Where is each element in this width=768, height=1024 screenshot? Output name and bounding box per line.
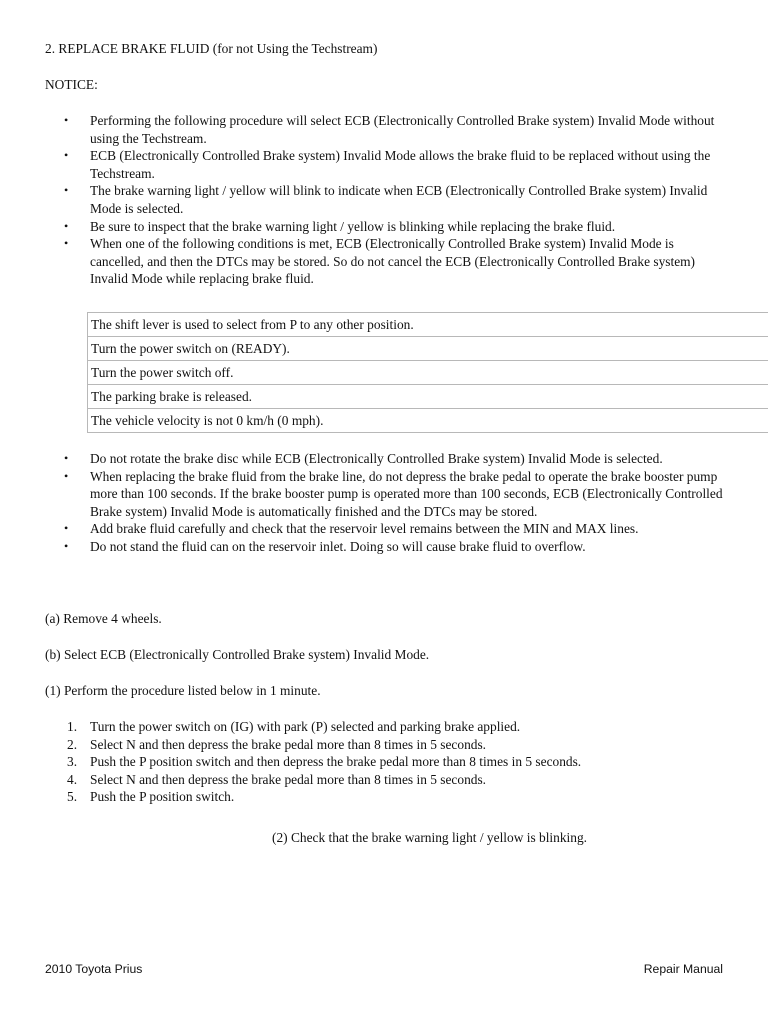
procedure-number: 3.	[67, 754, 78, 770]
procedure-text: Select N and then depress the brake pedal more than 8 times in 5 seconds.	[90, 771, 487, 787]
notice-bullet: • When one of the following conditions is met, ECB (Electronically Controlled Brake system) Invalid Mode is cancelled, and then the DTCs may be stored. So do not cancel the ECB (Electronically Controlled Brake system) Invalid Mode while replacing brake fluid.	[45, 235, 725, 288]
caution-bullet: • When replacing the brake fluid from the brake line, do not depress the brake pedal to operate the brake booster pump more than 100 seconds. If the brake booster pump is operated more than 100 seconds, ECB (Electronically Controlled Brake system) Invalid Mode is automatically finished and the DTCs may be stored.	[45, 468, 725, 521]
step-2: (2) Check that the brake warning light / yellow is blinking.	[272, 830, 587, 845]
step-b: (b) Select ECB (Electronically Controlled Brake system) Invalid Mode.	[45, 647, 430, 662]
footer-vehicle: 2010 Toyota Prius	[45, 962, 143, 976]
table-row	[88, 313, 768, 337]
procedure-item	[45, 788, 725, 806]
procedure-text: Turn the power switch on (IG) with park (P) selected and parking brake applied.	[90, 719, 521, 734]
procedure-number: 4.	[67, 771, 78, 787]
footer-doc-type: Repair Manual	[643, 962, 723, 976]
condition-cell: Turn the power switch on (READY).	[88, 337, 768, 361]
procedure-text: Push the P position switch.	[90, 789, 235, 805]
step-a: (a) Remove 4 wheels.	[45, 611, 162, 626]
notice-bullet: • The brake warning light / yellow will blink to indicate when ECB (Electronically Controlled Brake system) Invalid Mode is selected.	[45, 182, 725, 217]
notice-bullet: • Performing the following procedure will select ECB (Electronically Controlled Brake system) Invalid Mode without using the Techstream.	[45, 112, 725, 147]
section-heading: 2. REPLACE BRAKE FLUID (for not Using the Techstream)	[45, 41, 378, 56]
table-row	[88, 361, 768, 385]
procedure-item	[45, 736, 725, 754]
table-row	[88, 337, 768, 361]
condition-cell: The shift lever is used to select from P to any other position.	[88, 313, 768, 337]
notice-bullet: • Be sure to inspect that the brake warning light / yellow is blinking while replacing the brake fluid.	[45, 218, 725, 236]
procedure-number: 5.	[67, 789, 78, 805]
caution-bullet: • Do not stand the fluid can on the reservoir inlet. Doing so will cause brake fluid to overflow.	[45, 538, 725, 556]
table-row	[88, 385, 768, 409]
caution-bullet: • Do not rotate the brake disc while ECB (Electronically Controlled Brake system) Invalid Mode is selected.	[45, 450, 725, 468]
procedure-number: 1.	[67, 719, 78, 734]
step-1: (1) Perform the procedure listed below in 1 minute.	[45, 683, 321, 698]
procedure-text: Push the P position switch and then depress the brake pedal more than 8 times in 5 seconds.	[90, 754, 582, 770]
notice-label: NOTICE:	[45, 77, 98, 92]
procedure-number: 2.	[67, 736, 78, 752]
procedure-text: Select N and then depress the brake pedal more than 8 times in 5 seconds.	[90, 736, 487, 752]
notice-bullet-list	[45, 112, 725, 288]
cancel-conditions-table	[87, 312, 768, 433]
procedure-item	[45, 771, 725, 789]
procedure-list	[45, 718, 725, 806]
procedure-item	[45, 753, 725, 771]
caution-bullet: • Add brake fluid carefully and check that the reservoir level remains between the MIN and MAX lines.	[45, 520, 725, 538]
table-row	[88, 409, 768, 433]
procedure-item	[45, 718, 725, 736]
notice-bullet: • ECB (Electronically Controlled Brake system) Invalid Mode allows the brake fluid to be replaced without using the Techstream.	[45, 147, 725, 182]
condition-cell: The parking brake is released.	[88, 385, 768, 409]
condition-cell: The vehicle velocity is not 0 km/h (0 mph).	[88, 409, 768, 433]
condition-cell: Turn the power switch off.	[88, 361, 768, 385]
caution-bullet-list	[45, 450, 725, 556]
